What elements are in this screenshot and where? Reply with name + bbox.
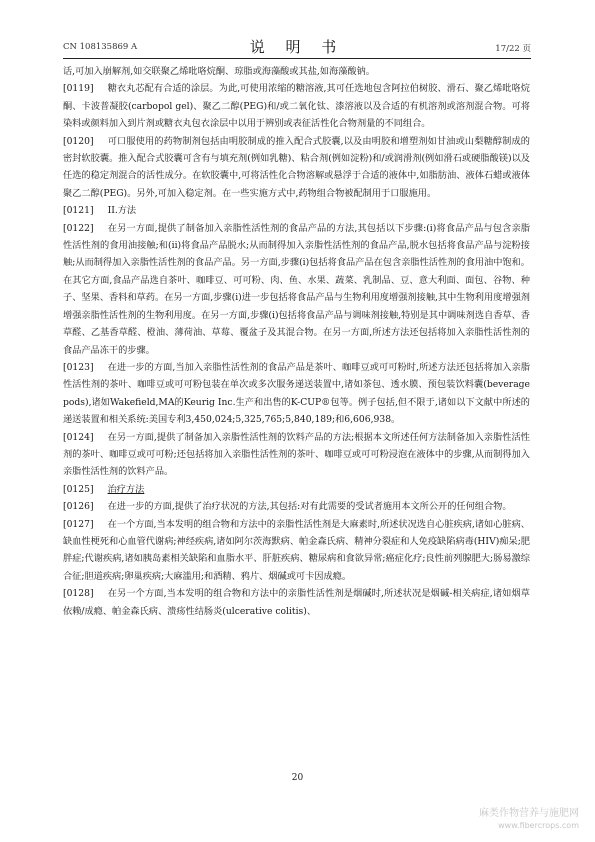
document-body bbox=[63, 63, 530, 620]
paragraph-text: 可口服使用的药物制剂包括由明胶制成的推入配合式胶囊,以及由明胶和增塑剂如甘油或山梨糖醇制成的密封软胶囊。推入配合式胶囊可含有与填充剂(例如乳糖)、粘合剂(例如淀粉)和/或润滑剂(例如滑石或硬脂酸镁)以及任选的稳定剂混合的活性成分。在软胶囊中,可将活性化合物溶解或悬浮于合适的液体中,如脂肪油、液体石蜡或液体聚乙二醇(PEG)。另外,可加入稳定剂。在一些实施方式中,药物组合物被配制用于口服施用。 bbox=[63, 135, 530, 199]
paragraph-number: [0122] bbox=[63, 222, 94, 234]
watermark-url: www.fibercrops.com bbox=[498, 821, 579, 830]
heading-text: II.方法 bbox=[107, 205, 137, 217]
site-watermark bbox=[439, 807, 579, 831]
paragraph-number: [0119] bbox=[63, 83, 94, 95]
paragraph-number: [0126] bbox=[63, 501, 94, 513]
paragraph-text: 在另一个方面,当本发明的组合物和方法中的亲脂性活性剂是烟碱时,所述状况是烟碱-相关病症,诸如烟草依赖/成瘾、帕金森氏病、溃疡性结肠炎(ulcerative colitis)、 bbox=[63, 588, 530, 617]
paragraph-continuation bbox=[63, 63, 530, 80]
paragraph-0122 bbox=[63, 220, 530, 359]
paragraph-text: 在另一方面,提供了制备加入亲脂性活性剂的饮料产品的方法;根据本文所述任何方法制备加入亲脂性活性剂的茶叶、咖啡豆或可可粉;还包括将加入亲脂性活性剂的茶叶、咖啡豆或可可粉浸泡在液体中的步骤,从而制得加入亲脂性活性剂的饮料产品。 bbox=[63, 431, 530, 478]
paragraph-number: [0127] bbox=[63, 518, 94, 530]
paragraph-0120 bbox=[63, 133, 530, 203]
paragraph-text: 糖衣丸芯配有合适的涂层。为此,可使用浓缩的糖溶液,其可任选地包含阿拉伯树胶、滑石、聚乙烯吡咯烷酮、卡波普凝胶(carbopol gel)、聚乙二醇(PEG)和/或二氧化钛、漆溶液以及合适的有机溶剂或溶剂混合物。可将染料或颜料加入到片剂或糖衣丸包衣涂层中以用于辨别或表征活性化合物剂量的不同组合。 bbox=[63, 83, 530, 130]
paragraph-0123 bbox=[63, 359, 530, 429]
paragraph-number: [0120] bbox=[63, 135, 94, 147]
paragraph-text: 在一个方面,当本发明的组合物和方法中的亲脂性活性剂是大麻素时,所述状况选自心脏疾病,诸如心脏病、缺血性梗死和心血管代谢病;神经疾病,诸如阿尔茨海默病、帕金森氏病、精神分裂症和人免疫缺陷病毒(HIV)痴呆;肥胖症;代谢疾病,诸如胰岛素相关缺陷和血脂水平、肝脏疾病、糖尿病和食欲异常;癌症化疗;良性前列腺肥大;肠易激综合征;胆道疾病;卵巢疾病;大麻滥用;和酒精、鸦片、烟碱或可卡因成瘾。 bbox=[63, 518, 530, 582]
page-number: 20 bbox=[291, 773, 304, 783]
paragraph-number: [0124] bbox=[63, 431, 94, 443]
paragraph-0126 bbox=[63, 498, 530, 515]
paragraph-number: [0123] bbox=[63, 361, 94, 373]
paragraph-0127 bbox=[63, 516, 530, 586]
header-rule bbox=[63, 58, 531, 59]
paragraph-text: 在进一步的方面,当加入亲脂性活性剂的食品产品是茶叶、咖啡豆或可可粉时,所述方法还包括将加入亲脂性活性剂的茶叶、咖啡豆或可可粉包装在单次或多次服务递送装置中,诸如茶包、透水膜、预包装饮料囊(beverage pods),诸如Wakefield,MA的Keurig Inc.生产和出售的K-CUP®包等。例子包括,但不限于,诸如以下文献中所述的递送装置和相关系统:美国专利3,450,024;5,325,765;5,840,189;和6,606,938。 bbox=[63, 361, 530, 426]
watermark-title: 麻类作物营养与施肥网 bbox=[479, 808, 579, 819]
paragraph-0124 bbox=[63, 429, 530, 481]
paragraph-text: 在另一方面,提供了制备加入亲脂性活性剂的食品产品的方法,其包括以下步骤:(i)将食品产品与包含亲脂性活性剂的食用油接触;和(ii)将食品产品脱水;从而制得加入亲脂性活性剂的食品产品,脱水包括将食品产品与淀粉接触;从而制得加入亲脂性活性剂的食品产品。另一方面,步骤(i)包括将食品产品在包含亲脂性活性剂的食用油中饱和。在其它方面,食品产品选自茶叶、咖啡豆、可可粉、肉、鱼、水果、蔬菜、乳制品、豆、意大利面、面包、谷物、种子、坚果、香料和草药。在另一方面,步骤(i)进一步包括将食品产品与生物利用度增强剂接触,其中生物利用度增强剂增强亲脂性活性剂的生物利用度。在另一方面,步骤(i)包括将食品产品与调味剂接触,特别是其中调味剂选自香草、香草醛、乙基香草醛、橙油、薄荷油、草莓、覆盆子及其混合物。在另一方面,所述方法还包括将加入亲脂性活性剂的食品产品冻干的步骤。 bbox=[63, 222, 530, 356]
paragraph-0128 bbox=[63, 585, 530, 620]
document-title: 说 明 书 bbox=[249, 38, 345, 56]
paragraph-0119 bbox=[63, 80, 530, 132]
page-header bbox=[63, 36, 531, 60]
paragraph-text: 在进一步的方面,提供了治疗状况的方法,其包括:对有此需要的受试者施用本文所公开的任何组合物。 bbox=[107, 501, 512, 513]
section-heading-treatment bbox=[63, 481, 530, 498]
paragraph-number: [0121] bbox=[63, 205, 94, 217]
section-heading-methods bbox=[63, 202, 530, 219]
page-reference: 17/22 页 bbox=[495, 44, 531, 54]
paragraph-text: 话,可加入崩解剂,如交联聚乙烯吡咯烷酮、琼脂或海藻酸或其盐,如海藻酸钠。 bbox=[63, 66, 375, 77]
paragraph-number: [0125] bbox=[63, 483, 94, 495]
document-number: CN 108135869 A bbox=[63, 42, 138, 52]
heading-text: 治疗方法 bbox=[107, 483, 145, 495]
paragraph-number: [0128] bbox=[63, 588, 94, 600]
